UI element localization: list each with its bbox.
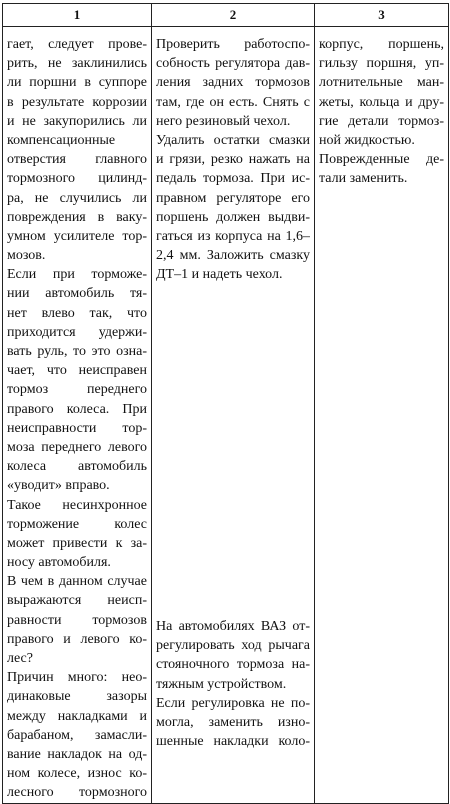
text-line: тяжным устройством. [156, 676, 287, 692]
text-line: повреждения в ваку- [7, 209, 147, 225]
text-line: Проверить работоспо- [156, 37, 310, 52]
text-line: торможение колес [7, 516, 147, 532]
text-line: Причин много: нео- [7, 670, 147, 686]
text-line: шенные накладки коло- [156, 734, 310, 750]
text-line: нет влево так, что [7, 305, 147, 321]
text-line: приходится удержи- [7, 324, 147, 340]
paragraph [156, 617, 310, 694]
text-line: него резиновый чехол. [156, 113, 291, 129]
column-2-cell [152, 27, 315, 804]
text-line: барабаном, замасли- [7, 727, 147, 743]
text-line: компенсационные [7, 132, 116, 148]
text-line: ном колесе, износ ко- [7, 766, 147, 782]
text-line: нии автомобиль тя- [7, 286, 147, 302]
text-line: ли поршни в суппоре [7, 75, 147, 91]
text-line: собность регулятора дав- [156, 56, 310, 72]
column-2-text-bottom [152, 617, 314, 751]
text-line: носу автомобиля. [7, 555, 111, 571]
text-line: и не закупорились ли [7, 113, 147, 129]
text-line: динаковые зазоры [7, 689, 147, 705]
text-line: лес? [7, 651, 33, 666]
column-1-cell [3, 27, 152, 804]
text-line: отверстия главного [7, 152, 147, 168]
text-line: Если при торможе- [7, 267, 147, 283]
text-line: На автомобилях ВАЗ от- [156, 619, 310, 634]
text-line: «уводит» вправо. [7, 478, 110, 494]
text-line: и грязи, резко нажать на [156, 152, 310, 168]
text-line: рить, не заклинились [7, 56, 147, 72]
text-line: лотнительные ман- [319, 75, 444, 91]
text-line: неисправности тор- [7, 420, 147, 436]
text-line: ра, не случились ли [7, 190, 147, 206]
paragraph [156, 35, 310, 131]
text-line: гильзу поршня, уп- [319, 56, 444, 72]
text-line: В чем в данном случае [7, 574, 147, 590]
paragraph [7, 668, 147, 802]
text-line: Удалить остатки смазки [156, 132, 310, 148]
column-2-text-top [152, 27, 314, 284]
text-line: умном усилителе тор- [7, 228, 147, 244]
text-line: ной жидкостью. [319, 132, 415, 148]
column-3-cell [315, 27, 449, 804]
text-line: поршень должен выдви- [156, 209, 310, 225]
column-header-2: 2 [152, 4, 315, 27]
header-row [3, 4, 449, 27]
text-line: Такое несинхронное [7, 497, 147, 513]
text-line: тали заменить. [319, 171, 408, 187]
text-line: мозов. [7, 248, 46, 264]
text-line: в результате коррозии [7, 94, 147, 110]
text-line: вать руль, то это озна- [7, 344, 147, 359]
paragraph [7, 35, 147, 265]
text-line: корпус, поршень, [319, 37, 444, 52]
text-line: гие детали тормоз- [319, 113, 444, 129]
text-line: там, где он есть. Снять с [156, 94, 310, 110]
text-line: между накладками и [7, 708, 147, 724]
text-line: жеты, кольца и дру- [319, 94, 444, 110]
text-line: чает, что неисправен [7, 363, 147, 379]
paragraph [7, 572, 147, 668]
column-header-3: 3 [315, 4, 449, 27]
text-line: выражаются неисп- [7, 593, 147, 609]
paragraph [156, 694, 310, 752]
text-line: могла, заменить изно- [156, 714, 310, 730]
column-1-text [3, 27, 151, 803]
text-line: правого колеса. При [7, 401, 147, 417]
text-line: тормозного цилинд- [7, 171, 147, 187]
paragraph [7, 496, 147, 573]
text-line: лесного тормозного [7, 785, 147, 801]
content-row [3, 27, 449, 804]
text-line: ления задних тормозов [156, 75, 310, 91]
text-line: Поврежденные де- [319, 152, 444, 168]
text-line: может привести к за- [7, 535, 147, 551]
paragraph [319, 150, 444, 188]
text-line: гаться из корпуса на 1,6– [156, 228, 310, 244]
text-line: ДТ–1 и надеть чехол. [156, 267, 283, 283]
text-line: правном регуляторе его [156, 190, 310, 206]
text-line: 2,4 мм. Заложить смазку [156, 248, 310, 264]
text-line: вание накладок на од- [7, 746, 147, 762]
column-3-text [315, 27, 448, 189]
text-line: тормоз переднего [7, 382, 147, 398]
text-line: стояночного тормоза на- [156, 657, 310, 673]
text-line: регулировать ход рычага [156, 638, 310, 654]
text-line: педаль тормоза. При ис- [156, 171, 310, 187]
text-line: колеса автомобиль [7, 459, 147, 475]
paragraph [319, 35, 444, 150]
paragraph [7, 265, 147, 495]
text-line: правого и левого ко- [7, 631, 147, 647]
column-header-1: 1 [3, 4, 152, 27]
text-line: гает, следует прове- [7, 37, 147, 52]
repair-table [2, 3, 449, 804]
text-line: Если регулировка не по- [156, 695, 310, 711]
text-line: равности тормозов [7, 612, 147, 628]
paragraph [156, 131, 310, 285]
text-line: моза переднего левого [7, 439, 147, 455]
